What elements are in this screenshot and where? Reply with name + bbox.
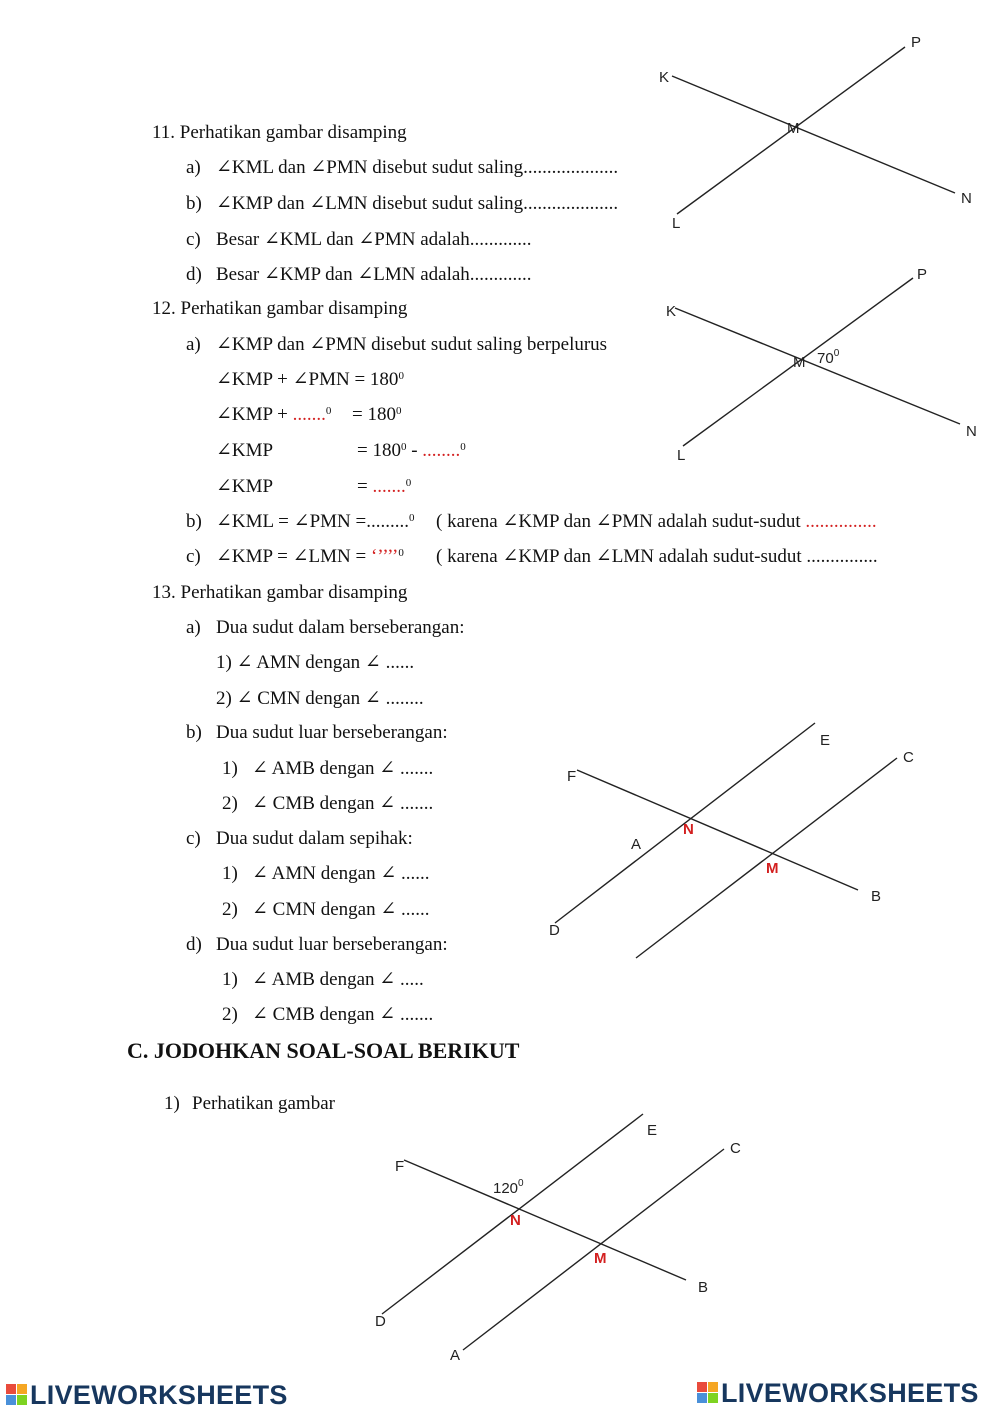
q13-c-item2[interactable]: ∠ CMN dengan ∠ ...... — [252, 899, 430, 920]
q12-a-line4-left: ∠KMP — [216, 476, 274, 497]
q13-a-item2[interactable]: 2) ∠ CMN dengan ∠ ........ — [216, 688, 424, 709]
q11-d-text: Besar ∠KMP dan ∠LMN adalah............. — [216, 264, 532, 285]
q12-a-text: ∠KMP dan ∠PMN disebut sudut saling berpelurus — [216, 334, 608, 355]
fig12-label-L: L — [677, 447, 686, 464]
fig11-label-N: N — [961, 190, 972, 207]
figc-angle — [493, 1178, 524, 1197]
fig12-label-N: N — [966, 423, 977, 440]
degree-sup: 0 — [833, 348, 840, 359]
q11-b-label: b) — [186, 193, 202, 214]
degree-sup: 0 — [325, 405, 332, 417]
q13-b-item2[interactable]: ∠ CMB dengan ∠ ....... — [252, 793, 434, 814]
q13-b-item1[interactable]: ∠ AMB dengan ∠ ....... — [252, 758, 434, 779]
q12-a-line4-blank[interactable]: ....... — [372, 476, 406, 497]
figc-label-E: E — [647, 1122, 658, 1139]
q12-c-label: c) — [186, 546, 201, 567]
figc-label-N: N — [510, 1212, 521, 1229]
q12-a-line4-eq: = — [357, 476, 373, 497]
q12-b-reason-text: ( karena ∠KMP dan ∠PMN adalah sudut-sudut — [436, 511, 806, 532]
fig11-label-M: M — [787, 120, 800, 137]
q12-b-reason-blank[interactable]: ............... — [805, 511, 877, 532]
q12-c-reason: ( karena ∠KMP dan ∠LMN adalah sudut-sudut ............... — [436, 546, 878, 567]
q12-a-label: a) — [186, 334, 201, 355]
q13-b-item2-num: 2) — [222, 793, 238, 814]
fig12-angle-value: 70 — [817, 350, 834, 367]
degree-sup: 0 — [405, 477, 412, 489]
fig12-angle — [817, 348, 840, 367]
figc-label-C: C — [730, 1140, 741, 1157]
fig13-label-B: B — [871, 888, 882, 905]
q13-d-item2-num: 2) — [222, 1004, 238, 1025]
fig13-label-D: D — [549, 922, 560, 939]
fig11-label-P: P — [911, 34, 922, 51]
fig13-label-M: M — [766, 860, 779, 877]
liveworksheets-logo-right[interactable] — [697, 1378, 979, 1409]
q11-b-text: ∠KMP dan ∠LMN disebut sudut saling.................... — [216, 193, 619, 214]
q13-b-item1-num: 1) — [222, 758, 238, 779]
q12-a-line2-blank[interactable]: ....... — [292, 404, 326, 425]
liveworksheets-logo-left[interactable] — [6, 1380, 288, 1411]
q11-c-text: Besar ∠KML dan ∠PMN adalah............. — [216, 229, 532, 250]
liveworksheets-logo-icon — [6, 1384, 28, 1406]
q13-d-text: Dua sudut luar berseberangan: — [216, 934, 448, 955]
degree-sup: 0 — [408, 512, 415, 524]
q13-c-label: c) — [186, 828, 201, 849]
fig12-label-M: M — [793, 354, 806, 371]
q12-c-eq-blank[interactable]: ‘’’’’ — [370, 546, 399, 567]
figc-label-F: F — [395, 1158, 405, 1175]
q12-a-line3-left: ∠KMP — [216, 440, 274, 461]
degree-sup: 0 — [518, 1178, 524, 1189]
q12-a-line2-right-text: = 180 — [352, 404, 396, 425]
q13-d-item1-num: 1) — [222, 969, 238, 990]
q12-b-eq-text[interactable]: ∠KML = ∠PMN =......... — [216, 511, 409, 532]
figc-label-D: D — [375, 1313, 386, 1330]
q13-title: 13. Perhatikan gambar disamping — [152, 582, 408, 603]
q13-c-item1[interactable]: ∠ AMN dengan ∠ ...... — [252, 863, 430, 884]
fig13-label-C: C — [903, 749, 914, 766]
section-c-q1-label: 1) — [164, 1093, 180, 1114]
degree-sup: 0 — [398, 547, 404, 559]
q13-a-item1[interactable]: 1) ∠ AMN dengan ∠ ...... — [216, 652, 415, 673]
q13-b-label: b) — [186, 722, 202, 743]
fig13-line-FB — [577, 770, 858, 890]
fig13-label-A: A — [631, 836, 642, 853]
section-c-heading: C. JODOHKAN SOAL-SOAL BERIKUT — [127, 1038, 520, 1063]
q13-b-text: Dua sudut luar berseberangan: — [216, 722, 448, 743]
q13-d-item2[interactable]: ∠ CMB dengan ∠ ....... — [252, 1004, 434, 1025]
q13-c-item2-num: 2) — [222, 899, 238, 920]
q13-c-item1-num: 1) — [222, 863, 238, 884]
fig11-line-KN — [672, 76, 955, 193]
figc-angle-value: 120 — [493, 1180, 519, 1197]
q11-d-label: d) — [186, 264, 202, 285]
liveworksheets-logo-text: LIVEWORKSHEETS — [721, 1378, 979, 1408]
q12-a-line1-text: ∠KMP + ∠PMN = 180 — [216, 369, 399, 390]
q11-a-label: a) — [186, 157, 201, 178]
fig11-label-K: K — [659, 69, 670, 86]
figc-label-M: M — [594, 1250, 607, 1267]
q12-a-line3-blank[interactable]: ........ — [422, 440, 461, 461]
q13-d-item1[interactable]: ∠ AMB dengan ∠ ..... — [252, 969, 424, 990]
fig12-label-K: K — [666, 303, 677, 320]
q11-title: 11. Perhatikan gambar disamping — [152, 122, 407, 143]
degree-sup: 0 — [400, 441, 407, 453]
liveworksheets-logo-icon — [697, 1382, 719, 1404]
q13-a-label: a) — [186, 617, 201, 638]
section-c-q1-text: Perhatikan gambar — [192, 1093, 335, 1114]
fig11-label-L: L — [672, 215, 681, 232]
q13-a-text: Dua sudut dalam berseberangan: — [216, 617, 465, 638]
fig13-label-E: E — [820, 732, 831, 749]
figc-label-A: A — [450, 1347, 461, 1364]
figc-line-FB — [404, 1160, 686, 1280]
q12-a-line2-left: ∠KMP + — [216, 404, 293, 425]
figc-label-B: B — [698, 1279, 709, 1296]
q12-c-eq-text: ∠KMP = ∠LMN = — [216, 546, 371, 567]
q12-title: 12. Perhatikan gambar disamping — [152, 298, 408, 319]
q11-a-text: ∠KML dan ∠PMN disebut sudut saling.................... — [216, 157, 619, 178]
q11-c-label: c) — [186, 229, 201, 250]
degree-sup: 0 — [395, 405, 402, 417]
fig12-label-P: P — [917, 266, 928, 283]
fig13-line-C — [636, 758, 897, 958]
q13-d-label: d) — [186, 934, 202, 955]
q13-c-text: Dua sudut dalam sepihak: — [216, 828, 413, 849]
degree-sup: 0 — [398, 370, 404, 382]
liveworksheets-logo-text: LIVEWORKSHEETS — [30, 1380, 288, 1410]
fig13-label-F: F — [567, 768, 577, 785]
q12-a-line3-eq: = 180 — [357, 440, 401, 461]
fig13-label-N: N — [683, 821, 694, 838]
q12-b-label: b) — [186, 511, 202, 532]
q12-a-line3-minus: - — [406, 440, 423, 461]
degree-sup: 0 — [460, 441, 466, 453]
